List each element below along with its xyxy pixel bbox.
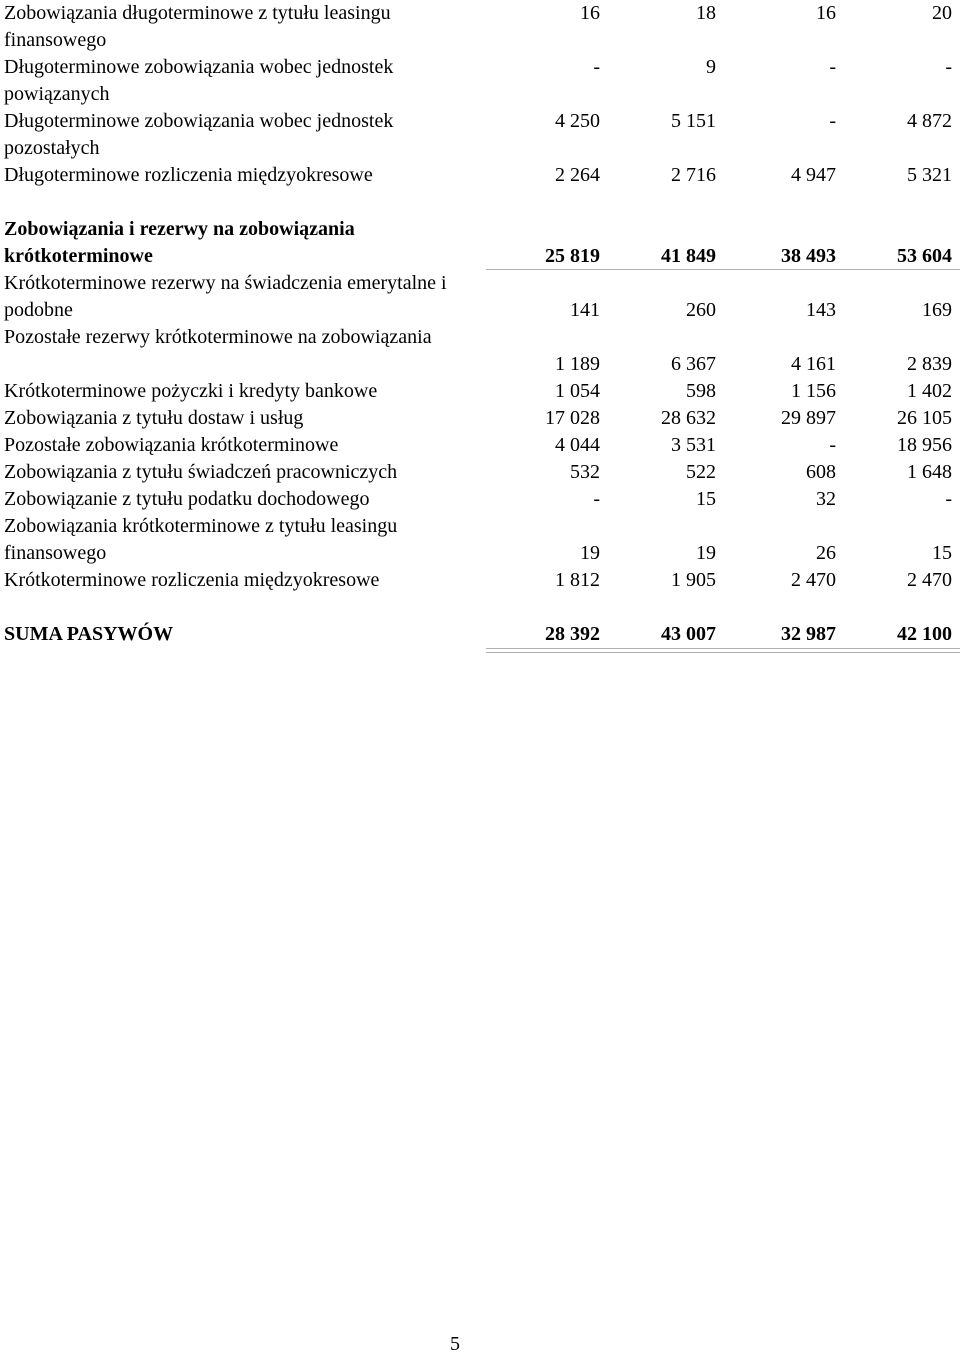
value-col-4: 2 470: [907, 569, 952, 591]
value-col-2: 19: [696, 542, 716, 564]
value-col-3: 2 470: [791, 569, 836, 591]
value-col-4: 18 956: [897, 434, 952, 456]
value-col-4: 1 402: [907, 380, 952, 402]
row-label: Zobowiązania z tytułu świadczeń pracowniczych: [4, 461, 398, 483]
value-col-4: 1 648: [907, 461, 952, 483]
value-col-2: 2 716: [671, 164, 716, 186]
value-col-2: 18: [696, 2, 716, 24]
value-col-2: 1 905: [671, 569, 716, 591]
value-col-1: 4 044: [555, 434, 600, 456]
value-col-2: 41 849: [661, 245, 716, 267]
value-col-3: 29 897: [781, 407, 836, 429]
table-row: [4, 162, 956, 189]
value-col-4: 169: [922, 299, 952, 321]
value-col-4: 26 105: [897, 407, 952, 429]
value-col-2: 5 151: [671, 110, 716, 132]
value-col-2: 522: [686, 461, 716, 483]
table-row: [4, 378, 956, 405]
row-label: Długoterminowe rozliczenia międzyokresowe: [4, 164, 373, 186]
table-row: [4, 0, 956, 54]
table-row: [4, 459, 956, 486]
row-label: Krótkoterminowe rozliczenia międzyokresowe: [4, 569, 380, 591]
row-label: Zobowiązania długoterminowe z tytułu leasingu finansowego: [4, 2, 391, 51]
value-col-2: 43 007: [661, 623, 716, 645]
value-col-1: 141: [570, 299, 600, 321]
value-col-4: 4 872: [907, 110, 952, 132]
value-col-3: 143: [806, 299, 836, 321]
value-col-3: 608: [806, 461, 836, 483]
table-row: [4, 405, 956, 432]
value-col-2: 598: [686, 380, 716, 402]
value-col-3: 32: [816, 488, 836, 510]
table-row: [4, 324, 956, 378]
value-col-3: 4 161: [791, 353, 836, 375]
row-label: Pozostałe rezerwy krótkoterminowe na zobowiązania: [4, 326, 432, 348]
value-col-3: 1 156: [791, 380, 836, 402]
value-col-4: 5 321: [907, 164, 952, 186]
value-col-3: -: [829, 110, 836, 132]
row-label: Zobowiązania krótkoterminowe z tytułu leasingu finansowego: [4, 515, 398, 564]
row-label: Krótkoterminowe rezerwy na świadczenia emerytalne i podobne: [4, 272, 447, 321]
page-number: 5: [450, 1333, 460, 1355]
value-col-1: -: [593, 56, 600, 78]
value-col-2: 260: [686, 299, 716, 321]
value-col-2: 28 632: [661, 407, 716, 429]
value-col-2: 3 531: [671, 434, 716, 456]
row-label: Długoterminowe zobowiązania wobec jednostek pozostałych: [4, 110, 394, 159]
value-col-4: 53 604: [897, 245, 952, 267]
table-row: [4, 567, 956, 594]
value-col-4: 2 839: [907, 353, 952, 375]
value-col-4: -: [945, 56, 952, 78]
value-col-1: -: [593, 488, 600, 510]
table-row: [4, 432, 956, 459]
value-col-3: 16: [816, 2, 836, 24]
value-col-1: 1 189: [555, 353, 600, 375]
row-label: Zobowiązanie z tytułu podatku dochodowego: [4, 488, 370, 510]
value-col-3: 4 947: [791, 164, 836, 186]
double-underline-rule: [486, 648, 960, 653]
value-col-1: 25 819: [545, 245, 600, 267]
balance-sheet-table: [4, 0, 960, 648]
value-col-3: -: [829, 56, 836, 78]
table-row: [4, 54, 956, 108]
grand-total-row: [4, 621, 956, 648]
table-row: [4, 270, 956, 324]
value-col-3: -: [829, 434, 836, 456]
table-row: [4, 108, 956, 162]
value-col-3: 38 493: [781, 245, 836, 267]
row-label: Zobowiązania z tytułu dostaw i usług: [4, 407, 304, 429]
value-col-2: 6 367: [671, 353, 716, 375]
value-col-1: 17 028: [545, 407, 600, 429]
row-label: Zobowiązania i rezerwy na zobowiązania krótkoterminowe: [4, 218, 355, 267]
section-total-row: [4, 216, 956, 270]
value-col-1: 4 250: [555, 110, 600, 132]
value-col-4: -: [945, 488, 952, 510]
value-col-4: 15: [932, 542, 952, 564]
value-col-1: 1 812: [555, 569, 600, 591]
value-col-4: 20: [932, 2, 952, 24]
row-label: Krótkoterminowe pożyczki i kredyty bankowe: [4, 380, 378, 402]
value-col-1: 16: [580, 2, 600, 24]
spacer: [4, 189, 956, 216]
row-label: Długoterminowe zobowiązania wobec jednostek powiązanych: [4, 56, 394, 105]
value-col-2: 9: [706, 56, 716, 78]
row-label: SUMA PASYWÓW: [4, 623, 174, 645]
value-col-1: 532: [570, 461, 600, 483]
value-col-1: 28 392: [545, 623, 600, 645]
table-row: [4, 486, 956, 513]
value-col-4: 42 100: [897, 623, 952, 645]
value-col-1: 19: [580, 542, 600, 564]
row-label: Pozostałe zobowiązania krótkoterminowe: [4, 434, 339, 456]
value-col-2: 15: [696, 488, 716, 510]
value-col-3: 26: [816, 542, 836, 564]
spacer: [4, 594, 956, 621]
value-col-1: 2 264: [555, 164, 600, 186]
table-row: [4, 513, 956, 567]
value-col-3: 32 987: [781, 623, 836, 645]
value-col-1: 1 054: [555, 380, 600, 402]
